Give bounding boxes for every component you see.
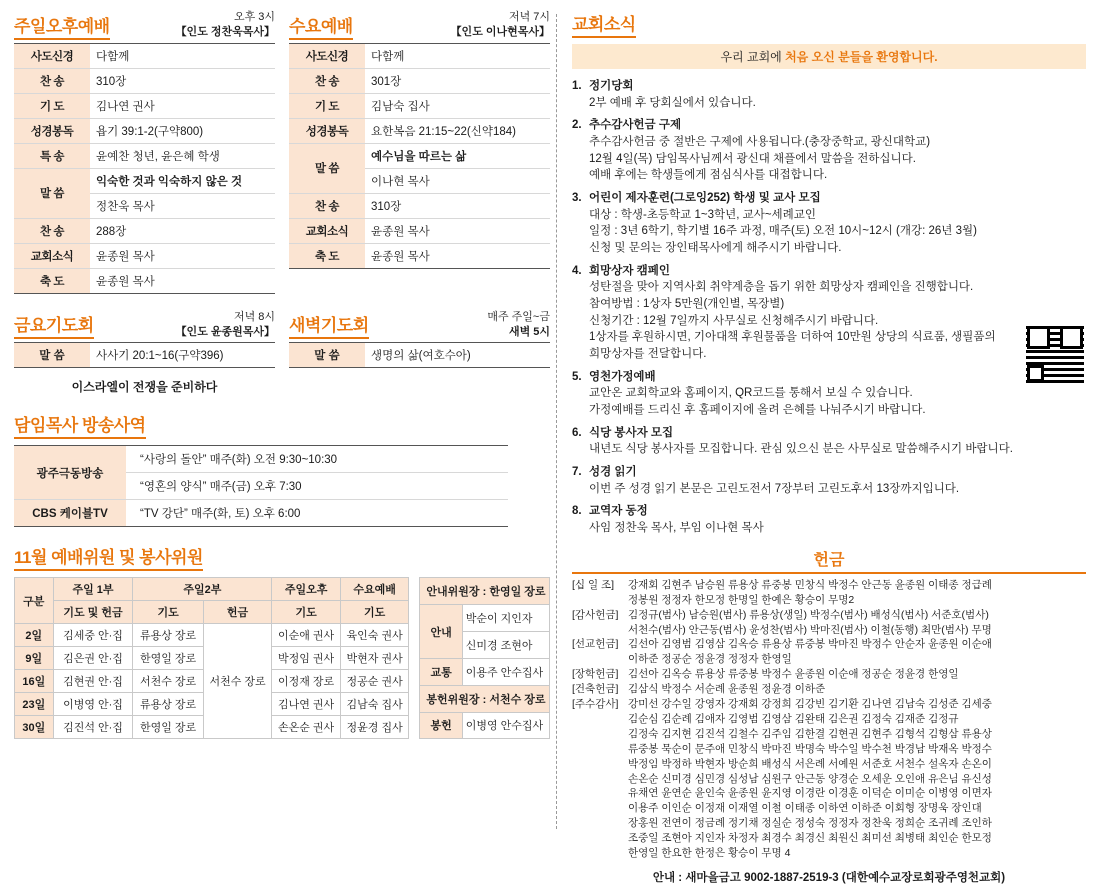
left-column bbox=[0, 0, 558, 843]
row-day: 9일 bbox=[15, 647, 54, 670]
row-key: 교회소식 bbox=[14, 243, 90, 268]
list-item bbox=[572, 190, 1086, 257]
committee-side-table bbox=[419, 577, 550, 739]
list-item bbox=[572, 117, 1086, 184]
offering-names bbox=[628, 578, 1086, 608]
row-value: 정찬욱 목사 bbox=[90, 193, 275, 218]
service-tables-row bbox=[14, 10, 550, 294]
offering-list bbox=[572, 578, 1086, 861]
table-row bbox=[14, 243, 275, 268]
row-key: 사도신경 bbox=[14, 43, 90, 68]
item-number: 2. bbox=[572, 119, 582, 132]
dawn-time-line2: 새벽 5시 bbox=[508, 325, 550, 338]
sunday-pm-header bbox=[14, 10, 275, 40]
row-key: 찬 송 bbox=[14, 218, 90, 243]
cell: 한영일 장로 bbox=[133, 716, 203, 739]
dawn-table bbox=[289, 342, 550, 368]
cell: 이정재 장로 bbox=[272, 670, 341, 693]
item-line: 성탄절을 맞아 지역사회 취약계층을 돕기 위한 희망상자 캠페인을 진행합니다. bbox=[589, 281, 974, 294]
table-row bbox=[14, 43, 275, 68]
item-title: 성경 읽기 bbox=[589, 466, 637, 479]
table-header-row bbox=[420, 685, 550, 712]
table-row bbox=[14, 68, 275, 93]
offering-chief-label: 봉헌위원장 : 서천수 장로 bbox=[420, 685, 550, 712]
item-line: 대상 : 학생-초등학교 1~3학년, 교사~세례교인 bbox=[589, 208, 816, 221]
offering-label: [선교헌금] bbox=[572, 638, 619, 651]
row-key: 축 도 bbox=[14, 268, 90, 293]
item-line: 이번 주 성경 읽기 본문은 고린도전서 7장부터 고린도후서 13장까지입니다. bbox=[589, 482, 960, 495]
row-key: 사도신경 bbox=[289, 43, 365, 68]
row-key: 기 도 bbox=[289, 93, 365, 118]
friday-time bbox=[176, 310, 275, 340]
offering-group bbox=[572, 697, 1086, 861]
cell: 이병영 안수집사 bbox=[462, 712, 549, 739]
item-title: 추수감사헌금 구제 bbox=[589, 119, 682, 132]
offering-line: 한영일 한요한 한정은 황승이 무명 4 bbox=[628, 847, 791, 860]
sunday-pm-table bbox=[14, 43, 275, 294]
welcome-highlight: 처음 오신 분들을 환영합니다. bbox=[785, 50, 938, 64]
usher-label: 안내 bbox=[420, 605, 462, 659]
row-value: 다함께 bbox=[90, 43, 275, 68]
offering-line: 손온순 신미경 심민경 심성남 심원구 안근동 양경순 오세운 오인애 유은님 유신성 bbox=[628, 772, 992, 785]
offering-names bbox=[628, 637, 1086, 667]
table-row bbox=[289, 68, 550, 93]
row-key: 찬 송 bbox=[14, 68, 90, 93]
offering-label: 봉헌 bbox=[420, 712, 462, 739]
cell: 김세중 안·집 bbox=[53, 624, 133, 647]
cell: 정윤경 집사 bbox=[340, 716, 409, 739]
row-key: 말 씀 bbox=[289, 143, 365, 193]
traffic-label: 교통 bbox=[420, 658, 462, 685]
item-line: 내년도 식당 봉사자를 모집합니다. 관심 있으신 분은 사무실로 말씀해주시기 바랍니다. bbox=[589, 443, 1013, 456]
cell: 박현자 권사 bbox=[340, 647, 409, 670]
table-row bbox=[420, 605, 550, 632]
row-value: 익숙한 것과 익숙하지 않은 것 bbox=[90, 168, 275, 193]
cell: 류용상 장로 bbox=[133, 624, 203, 647]
item-line: 일정 : 3년 6학기, 학기별 16주 과정, 매주(토) 오전 10시~12시 (개강: 26년 3월) bbox=[589, 225, 977, 238]
wednesday-header bbox=[289, 10, 550, 40]
col-header: 기도 bbox=[272, 601, 341, 624]
offering-names bbox=[628, 682, 1086, 697]
row-value: 예수님을 따르는 삶 bbox=[365, 143, 550, 168]
table-row bbox=[420, 658, 550, 685]
table-row bbox=[14, 268, 275, 293]
table-row bbox=[289, 343, 550, 368]
offering-label: [감사헌금] bbox=[572, 608, 619, 621]
col-header: 주일오후 bbox=[272, 578, 341, 601]
table-row bbox=[14, 343, 275, 368]
col-header: 기도 bbox=[133, 601, 203, 624]
sunday-pm-time-line1: 오후 3시 bbox=[233, 11, 275, 23]
offering-group bbox=[572, 608, 1086, 638]
table-row bbox=[289, 218, 550, 243]
dawn-header bbox=[289, 310, 550, 340]
sunday-pm-title: 주일오후예배 bbox=[14, 12, 110, 40]
offering-line: 정봉원 정정자 한모정 한명일 한예은 황승이 무명2 bbox=[628, 593, 855, 606]
cell: 손온순 권사 bbox=[272, 716, 341, 739]
offering-line: 서천수(범사) 안근동(범사) 윤성찬(범사) 박마진(범사) 이철(동행) 최만(범사) 무명 bbox=[628, 623, 992, 636]
right-column bbox=[558, 0, 1100, 885]
offering-line: 김선아 김옥승 류용상 류중봉 박정수 윤종원 이순애 정공순 정윤경 한영일 bbox=[628, 668, 959, 681]
table-row bbox=[289, 118, 550, 143]
offering-line: 이용주 이인순 이정재 이재열 이철 이태종 이하연 이하준 이회형 장명욱 장인대 bbox=[628, 802, 982, 815]
table-row bbox=[14, 118, 275, 143]
friday-time-line1: 저녁 8시 bbox=[233, 310, 275, 323]
cell: 이용주 안수집사 bbox=[462, 658, 549, 685]
item-line: 신청 및 문의는 장인태목사에게 해주시기 바랍니다. bbox=[589, 242, 842, 255]
friday-prayer bbox=[14, 310, 275, 396]
cell: 정공순 권사 bbox=[340, 670, 409, 693]
row-key: 찬 송 bbox=[289, 193, 365, 218]
cell: 서천수 장로 bbox=[203, 624, 272, 739]
row-value: 288장 bbox=[90, 218, 275, 243]
col-header: 구분 bbox=[15, 578, 54, 624]
item-line: 참여방법 : 1상자 5만원(개인별, 목장별) bbox=[589, 298, 785, 311]
offering-label: [주수감사] bbox=[572, 698, 619, 711]
offering-names bbox=[628, 667, 1086, 682]
row-key: 광주극동방송 bbox=[14, 446, 126, 500]
sunday-pm-leader: 【인도 정찬욱목사】 bbox=[175, 25, 275, 38]
cell: 서천수 장로 bbox=[133, 670, 203, 693]
row-value: 301장 bbox=[365, 68, 550, 93]
wednesday-leader: 【인도 이나현목사】 bbox=[450, 25, 550, 38]
row-value: 다함께 bbox=[365, 43, 550, 68]
col-header: 수요예배 bbox=[340, 578, 409, 601]
item-title: 정기당회 bbox=[589, 80, 634, 92]
item-number: 4. bbox=[572, 264, 582, 277]
dawn-time bbox=[487, 310, 550, 340]
offering-line: 강미선 강수일 강영자 강재회 강정희 김강빈 김기환 김나연 김남숙 김성준 김세중 bbox=[628, 698, 992, 711]
dawn-time-line1: 매주 주일~금 bbox=[487, 310, 550, 323]
row-key: 축 도 bbox=[289, 243, 365, 268]
cell: 육인숙 권사 bbox=[340, 624, 409, 647]
cell: 신미경 조현아 bbox=[462, 632, 549, 659]
col-header: 기도 및 헌금 bbox=[53, 601, 133, 624]
item-line: 2부 예배 후 당회실에서 있습니다. bbox=[589, 96, 756, 109]
table-row bbox=[289, 243, 550, 268]
item-line: 가정예배를 드리신 후 홈페이지에 올려 은혜를 나눠주시기 바랍니다. bbox=[589, 404, 926, 417]
cell: 김현권 안·집 bbox=[53, 670, 133, 693]
offering-line: 이하준 정공순 정윤경 정정자 한영일 bbox=[628, 653, 792, 666]
dawn-title: 새벽기도회 bbox=[289, 311, 369, 339]
friday-title: 금요기도회 bbox=[14, 311, 94, 339]
list-item bbox=[572, 263, 1086, 363]
item-number: 8. bbox=[572, 505, 582, 518]
offering-names bbox=[628, 697, 1086, 861]
wednesday-time-line1: 저녁 7시 bbox=[508, 11, 550, 23]
row-value: 윤종원 목사 bbox=[90, 243, 275, 268]
broadcast-section bbox=[14, 411, 550, 527]
row-value: “영혼의 양식” 매주(금) 오후 7:30 bbox=[126, 473, 508, 500]
committee-tables bbox=[14, 577, 550, 739]
cell: 이병영 안·집 bbox=[53, 693, 133, 716]
item-line: 신청기간 : 12월 7일까지 사무실로 신청해주시기 바랍니다. bbox=[589, 314, 879, 327]
item-number: 7. bbox=[572, 466, 582, 479]
row-value: 이나현 목사 bbox=[365, 168, 550, 193]
offering-line: 류중봉 묵순이 문주애 민창식 박마진 박명숙 박수일 박수천 박경남 박재옥 박정수 bbox=[628, 742, 992, 755]
item-line: 사임 정찬욱 목사, 부임 이나현 목사 bbox=[589, 522, 764, 535]
col-header: 기도 bbox=[340, 601, 409, 624]
offering-group bbox=[572, 637, 1086, 667]
qr-code[interactable] bbox=[1024, 323, 1086, 385]
item-title: 영천가정예배 bbox=[589, 370, 656, 383]
table-row bbox=[289, 193, 550, 218]
broadcast-title: 담임목사 방송사역 bbox=[14, 411, 146, 439]
row-key: 말 씀 bbox=[14, 343, 90, 368]
row-value: 요한복음 21:15~22(신약184) bbox=[365, 118, 550, 143]
row-value: 윤종원 목사 bbox=[365, 218, 550, 243]
offering-line: 박정임 박정하 박현자 방순희 배성식 서은례 서예원 서준호 서천수 설옥자 손온이 bbox=[628, 757, 992, 770]
cell: 박순이 지인자 bbox=[462, 605, 549, 632]
friday-sermon-note: 이스라엘이 전쟁을 준비하다 bbox=[71, 380, 218, 395]
row-key: 특 송 bbox=[14, 143, 90, 168]
table-row bbox=[14, 93, 275, 118]
cell: 김은권 안·집 bbox=[53, 647, 133, 670]
cell: 김남숙 집사 bbox=[340, 693, 409, 716]
row-value: 310장 bbox=[90, 68, 275, 93]
row-value: 김나연 권사 bbox=[90, 93, 275, 118]
table-row bbox=[14, 218, 275, 243]
row-key: CBS 케이블TV bbox=[14, 500, 126, 527]
offering-label: [건축헌금] bbox=[572, 683, 619, 696]
usher-chief-label: 안내위원장 : 한영일 장로 bbox=[420, 578, 550, 605]
item-number: 6. bbox=[572, 426, 582, 439]
item-line: 희망상자를 전달합니다. bbox=[589, 348, 707, 361]
offering-line: 조중일 조현아 지인자 차정자 최경수 최경신 최원신 최미선 최병태 최인순 한모정 bbox=[628, 832, 992, 845]
offering-line: 장홍원 전연이 정금례 정기채 정실순 정성숙 정정자 정찬욱 정희순 조귀례 조인하 bbox=[628, 817, 992, 830]
offering-line: 강재회 김현주 남승원 류용상 류중봉 민창식 박정수 안근동 윤종원 이태종 정급례 bbox=[628, 578, 992, 591]
row-key: 찬 송 bbox=[289, 68, 365, 93]
row-day: 16일 bbox=[15, 670, 54, 693]
item-line: 교안온 교회학교와 홈페이지, QR코드를 통해서 보실 수 있습니다. bbox=[589, 387, 913, 400]
list-item bbox=[572, 78, 1086, 111]
table-row bbox=[14, 143, 275, 168]
offering-names bbox=[628, 608, 1086, 638]
table-row bbox=[289, 93, 550, 118]
col-header: 주일 1부 bbox=[53, 578, 133, 601]
wednesday-service bbox=[289, 10, 550, 294]
item-title: 어린이 제자훈련(그로잉252) 학생 및 교사 모집 bbox=[589, 192, 821, 205]
offering-group bbox=[572, 667, 1086, 682]
offering-line: 김순심 김순례 김애자 김영범 김영삼 김완태 김은권 김정숙 김재준 김정규 bbox=[628, 712, 959, 725]
row-value: 윤예찬 청년, 윤은혜 학생 bbox=[90, 143, 275, 168]
row-day: 2일 bbox=[15, 624, 54, 647]
welcome-banner bbox=[572, 44, 1086, 69]
item-line: 추수감사헌금 중 절반은 구제에 사용됩니다.(충장중학교, 광신대학교) bbox=[589, 136, 931, 149]
row-value: 사사기 20:1~16(구약396) bbox=[90, 343, 275, 368]
item-title: 식당 봉사자 모집 bbox=[589, 426, 674, 439]
spacer bbox=[14, 395, 550, 411]
table-row bbox=[15, 624, 409, 647]
item-line: 예배 후에는 학생들에게 점심식사를 대접합니다. bbox=[589, 169, 828, 182]
table-row bbox=[420, 712, 550, 739]
item-number: 3. bbox=[572, 192, 582, 205]
row-day: 30일 bbox=[15, 716, 54, 739]
news-list bbox=[572, 78, 1086, 537]
row-key: 말 씀 bbox=[14, 168, 90, 218]
list-item bbox=[572, 503, 1086, 536]
news-title: 교회소식 bbox=[572, 10, 636, 38]
spacer bbox=[14, 294, 550, 310]
spacer bbox=[14, 527, 550, 543]
table-header-row bbox=[15, 578, 409, 601]
row-value: “사랑의 돌안” 매주(화) 오전 9:30~10:30 bbox=[126, 446, 508, 473]
friday-header bbox=[14, 310, 275, 340]
cell: 김나연 권사 bbox=[272, 693, 341, 716]
row-value: 김남숙 집사 bbox=[365, 93, 550, 118]
row-key: 교회소식 bbox=[289, 218, 365, 243]
item-number: 5. bbox=[572, 370, 582, 383]
row-value: 윤종원 목사 bbox=[365, 243, 550, 268]
offering-line: 김삼식 박정수 서순례 윤종원 정윤경 이하준 bbox=[628, 683, 826, 696]
row-value: 310장 bbox=[365, 193, 550, 218]
table-row bbox=[14, 168, 275, 193]
cell: 김진석 안·집 bbox=[53, 716, 133, 739]
bank-account-guide: 안내 : 새마을금고 9002-1887-2519-3 (대한예수교장로회광주영천교회) bbox=[652, 872, 1006, 885]
friday-leader: 【인도 윤종원목사】 bbox=[175, 325, 275, 338]
offering-label: [십 일 조] bbox=[572, 578, 615, 591]
row-key: 기 도 bbox=[14, 93, 90, 118]
offering-line: 김선아 김영범 김영삼 김옥승 류용상 류중봉 박마진 박정수 안순자 윤종원 이순애 bbox=[628, 638, 992, 651]
offering-group bbox=[572, 578, 1086, 608]
row-value: 욥기 39:1-2(구약800) bbox=[90, 118, 275, 143]
cell: 이순애 권사 bbox=[272, 624, 341, 647]
offering-title: 헌금 bbox=[572, 547, 1086, 574]
row-value: 생명의 삶(여호수아) bbox=[365, 343, 550, 368]
cell: 한영일 장로 bbox=[133, 647, 203, 670]
row-key: 성경봉독 bbox=[14, 118, 90, 143]
friday-table bbox=[14, 342, 275, 368]
row-key: 말 씀 bbox=[289, 343, 365, 368]
offering-label: [장학헌금] bbox=[572, 668, 619, 681]
offering-line: 유채연 윤연순 윤인숙 윤종원 윤지영 이경란 이경훈 이덕순 이미순 이병영 이면자 bbox=[628, 787, 992, 800]
sunday-pm-time bbox=[176, 10, 275, 40]
list-item bbox=[572, 369, 1086, 419]
list-item bbox=[572, 425, 1086, 458]
offering-line: 김정규(범사) 남승원(범사) 류용상(생일) 박정수(범사) 배성식(범사) 서준호(범사) bbox=[628, 608, 989, 621]
item-title: 교역자 동정 bbox=[589, 505, 648, 518]
table-header-row bbox=[420, 578, 550, 605]
broadcast-table bbox=[14, 445, 508, 527]
sunday-pm-service bbox=[14, 10, 275, 294]
offering-group bbox=[572, 682, 1086, 697]
row-day: 23일 bbox=[15, 693, 54, 716]
table-header-row bbox=[15, 601, 409, 624]
committee-title: 11월 예배위원 및 봉사위원 bbox=[14, 543, 203, 571]
item-line: 1상자를 후원하시면, 기아대책 후원물품을 더하여 10만원 상당의 식료품, 생필품의 bbox=[589, 331, 996, 344]
cell: 류용상 장로 bbox=[133, 693, 203, 716]
table-row bbox=[289, 43, 550, 68]
item-line: 12월 4일(목) 담임목사님께서 광신대 채플에서 말씀을 전하십니다. bbox=[589, 152, 916, 165]
col-header: 주일2부 bbox=[133, 578, 272, 601]
col-header: 헌금 bbox=[203, 601, 272, 624]
cell: 박정임 권사 bbox=[272, 647, 341, 670]
committee-section bbox=[14, 543, 550, 739]
table-row bbox=[14, 500, 508, 527]
dawn-prayer bbox=[289, 310, 550, 396]
wednesday-time bbox=[451, 10, 550, 40]
row-value: 윤종원 목사 bbox=[90, 268, 275, 293]
table-row bbox=[14, 446, 508, 473]
prayer-row bbox=[14, 310, 550, 396]
item-title: 희망상자 캠페인 bbox=[589, 264, 670, 277]
wednesday-title: 수요예배 bbox=[289, 12, 353, 40]
wednesday-table bbox=[289, 43, 550, 269]
welcome-pre: 우리 교회에 bbox=[720, 50, 782, 64]
offering-line: 김정숙 김지현 김진석 김철수 김주임 김한결 김현권 김현주 김형석 김형삼 류용상 bbox=[628, 727, 992, 740]
list-item bbox=[572, 464, 1086, 497]
item-number: 1. bbox=[572, 80, 582, 92]
table-row bbox=[289, 143, 550, 168]
committee-main-table bbox=[14, 577, 409, 739]
row-value: “TV 강단” 매주(화, 토) 오후 6:00 bbox=[126, 500, 508, 527]
row-key: 성경봉독 bbox=[289, 118, 365, 143]
